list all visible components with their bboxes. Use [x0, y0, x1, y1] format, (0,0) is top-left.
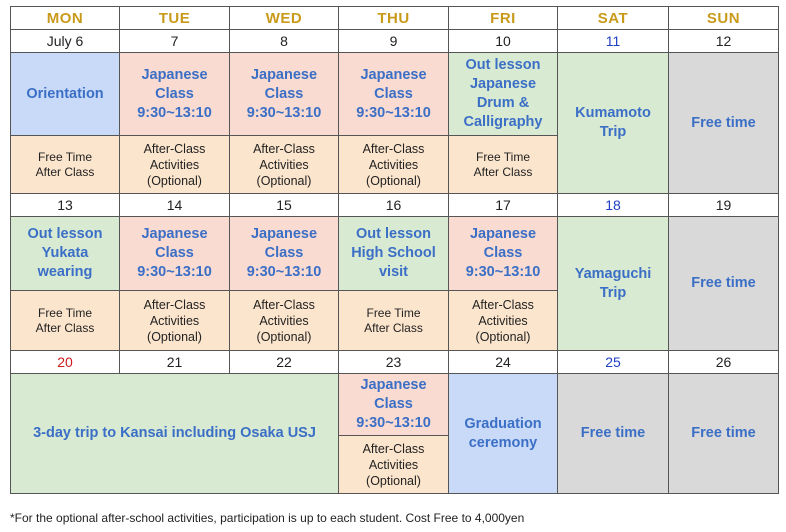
date-cell: 10	[449, 30, 558, 53]
date-cell: 13	[11, 194, 120, 217]
week1-date-row	[11, 30, 779, 53]
japanese-class-cell: Japanese Class 9:30~13:10	[120, 217, 230, 291]
date-cell: 15	[230, 194, 339, 217]
japanese-class-cell: Japanese Class 9:30~13:10	[339, 53, 449, 136]
date-cell: 22	[230, 351, 339, 374]
date-cell: 14	[120, 194, 230, 217]
week3-activity-row	[11, 374, 779, 436]
day-header-fri: FRI	[449, 7, 558, 30]
out-lesson-cell: Out lesson Yukata wearing	[11, 217, 120, 291]
after-class-activities: After-Class Activities (Optional)	[339, 136, 449, 194]
day-header-thu: THU	[339, 7, 449, 30]
free-time-cell: Free time	[558, 374, 669, 494]
date-cell: 16	[339, 194, 449, 217]
date-cell: 9	[339, 30, 449, 53]
after-class-activities: After-Class Activities (Optional)	[449, 291, 558, 351]
free-time-after-class: Free Time After Class	[11, 291, 120, 351]
after-class-activities: After-Class Activities (Optional)	[230, 136, 339, 194]
date-cell: 26	[669, 351, 779, 374]
kansai-trip-cell: 3-day trip to Kansai including Osaka USJ	[11, 374, 339, 494]
free-time-cell: Free time	[669, 217, 779, 351]
week2-date-row	[11, 194, 779, 217]
date-cell: July 6	[11, 30, 120, 53]
after-class-activities: After-Class Activities (Optional)	[120, 136, 230, 194]
out-lesson-cell: Out lesson Japanese Drum & Calligraphy	[449, 53, 558, 136]
free-time-after-class: Free Time After Class	[11, 136, 120, 194]
cost-footnote: *For the optional after-school activities, participation is up to each student. Cost Free to 4,000yen	[10, 511, 525, 525]
day-header-wed: WED	[230, 7, 339, 30]
week3-date-row	[11, 351, 779, 374]
day-header-tue: TUE	[120, 7, 230, 30]
date-cell: 24	[449, 351, 558, 374]
after-class-activities: After-Class Activities (Optional)	[339, 436, 449, 494]
date-cell-saturday: 11	[558, 30, 669, 53]
date-cell: 19	[669, 194, 779, 217]
date-cell: 12	[669, 30, 779, 53]
after-class-activities: After-Class Activities (Optional)	[120, 291, 230, 351]
japanese-class-cell: Japanese Class 9:30~13:10	[230, 53, 339, 136]
date-cell: 8	[230, 30, 339, 53]
date-cell-saturday: 18	[558, 194, 669, 217]
graduation-ceremony-cell: Graduation ceremony	[449, 374, 558, 494]
date-cell: 17	[449, 194, 558, 217]
date-cell-holiday: 20	[11, 351, 120, 374]
trip-cell: Kumamoto Trip	[558, 53, 669, 194]
orientation-cell: Orientation	[11, 53, 120, 136]
free-time-after-class: Free Time After Class	[339, 291, 449, 351]
japanese-class-cell: Japanese Class 9:30~13:10	[339, 374, 449, 436]
date-cell: 23	[339, 351, 449, 374]
japanese-class-cell: Japanese Class 9:30~13:10	[449, 217, 558, 291]
weekday-header-row	[11, 7, 779, 30]
date-cell: 21	[120, 351, 230, 374]
day-header-sun: SUN	[669, 7, 779, 30]
day-header-mon: MON	[11, 7, 120, 30]
japanese-class-cell: Japanese Class 9:30~13:10	[120, 53, 230, 136]
free-time-cell: Free time	[669, 53, 779, 194]
japanese-class-cell: Japanese Class 9:30~13:10	[230, 217, 339, 291]
free-time-cell: Free time	[669, 374, 779, 494]
trip-cell: Yamaguchi Trip	[558, 217, 669, 351]
after-class-activities: After-Class Activities (Optional)	[230, 291, 339, 351]
out-lesson-cell: Out lesson High School visit	[339, 217, 449, 291]
week1-activity-row	[11, 53, 779, 136]
free-time-after-class: Free Time After Class	[449, 136, 558, 194]
day-header-sat: SAT	[558, 7, 669, 30]
date-cell-saturday: 25	[558, 351, 669, 374]
week2-activity-row	[11, 217, 779, 291]
date-cell: 7	[120, 30, 230, 53]
schedule-calendar	[10, 6, 779, 494]
